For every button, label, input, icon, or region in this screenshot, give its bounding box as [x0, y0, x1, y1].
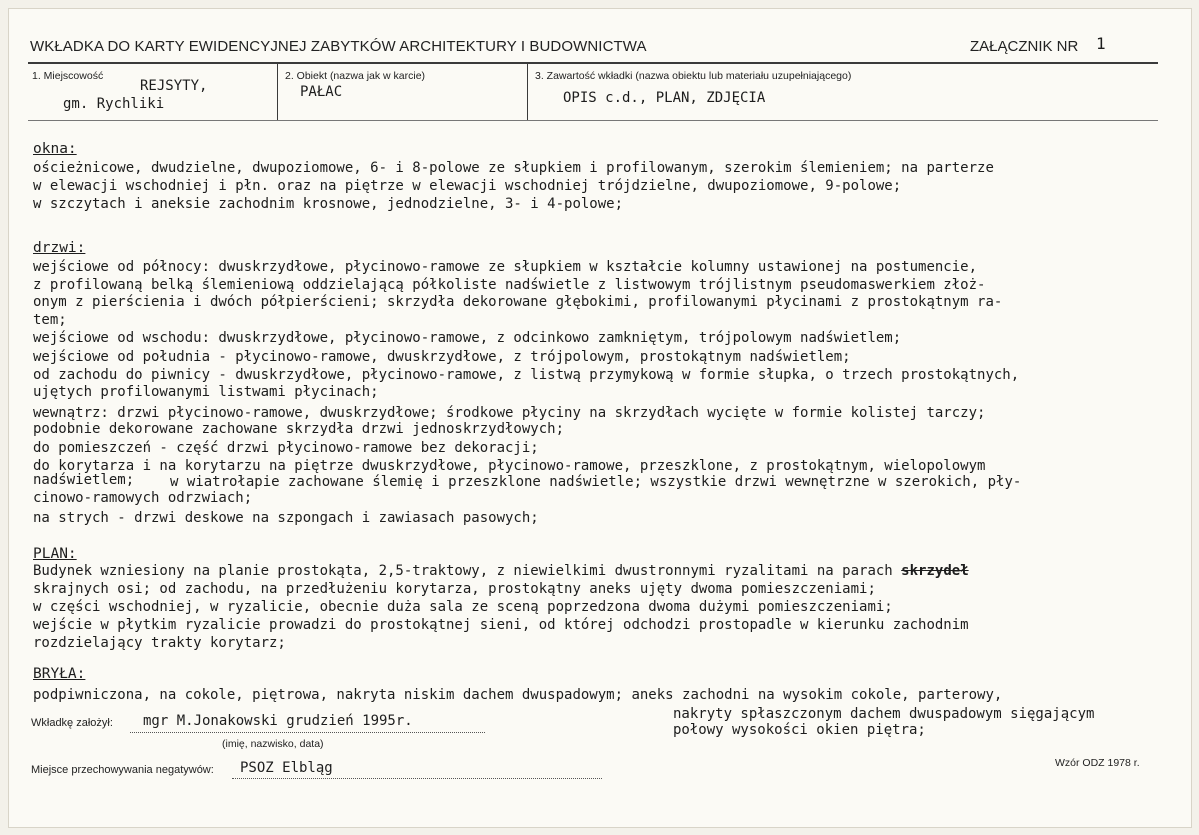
plan-line: wejście w płytkim ryzalicie prowadzi do prostokątnej sieni, od której odchodzi prostopadle w kierunku zachodnim: [33, 617, 969, 633]
drzwi-line: nadświetlem;: [33, 472, 135, 488]
plan-line: w części wschodniej, w ryzalicie, obecnie duża sala ze sceną poprzedzona dwoma dużymi pomieszczeniami;: [33, 599, 893, 615]
drzwi-line: wewnątrz: drzwi płycinowo-ramowe, dwuskrzydłowe; środkowe płyciny na skrzydłach wycięte w formie kolistej tarczy;: [33, 405, 986, 421]
bryla-line: połowy wysokości okien piętra;: [673, 722, 926, 738]
drzwi-line: wejściowe od południa - płycinowo-ramowe, dwuskrzydłowe, z trójpolowym, prostokątnym nadświetlem;: [33, 349, 851, 365]
attachment-number: 1: [1096, 34, 1106, 53]
drzwi-line: onym z pierścienia i dwóch półpierścieni; skrzydła dekorowane głębokimi, profilowanymi płycinami z prostokątnym ra-: [33, 294, 1003, 310]
drzwi-line: wejściowe od wschodu: dwuskrzydłowe, płycinowo-ramowe, z odcinkowo zamkniętym, trójpolowym nadświetlem;: [33, 330, 902, 346]
field-1-value-line2: gm. Rychliki: [63, 96, 165, 112]
field-3-label: 3. Zawartość wkładki (nazwa obiektu lub materiału uzupełniającego): [535, 70, 852, 82]
field-1-value-line1: REJSYTY,: [140, 78, 208, 94]
drzwi-line: od zachodu do piwnicy - dwuskrzydłowe, płycinowo-ramowe, z listwą przymykową w formie słupka, o trzech prostokątnych,: [33, 367, 1020, 383]
okna-line: w szczytach i aneksie zachodnim krosnowe, jednodzielne, 3- i 4-polowe;: [33, 196, 624, 212]
negatives-location-value: PSOZ Elbląg: [240, 760, 333, 776]
attachment-label: ZAŁĄCZNIK NR: [970, 38, 1079, 55]
founder-sublabel: (imię, nazwisko, data): [222, 738, 324, 750]
section-drzwi-heading: drzwi:: [33, 240, 86, 256]
okna-line: ościeżnicowe, dwudzielne, dwupoziomowe, 6- i 8-polowe ze słupkiem i profilowanym, szerokim ślemieniem; na parterze: [33, 160, 994, 176]
drzwi-line: do korytarza i na korytarzu na piętrze dwuskrzydłowe, płycinowo-ramowe, przeszklone, z prostokątnym, wielopolowym: [33, 458, 986, 474]
field-divider-2: [527, 64, 528, 120]
plan-line: rozdzielający trakty korytarz;: [33, 635, 286, 651]
founder-label: Wkładkę założył:: [31, 717, 113, 729]
drzwi-line: na strych - drzwi deskowe na szpongach i zawiasach pasowych;: [33, 510, 539, 526]
fields-rule: [28, 120, 1158, 121]
drzwi-line: tem;: [33, 312, 67, 328]
bryla-line: podpiwniczona, na cokole, piętrowa, nakryta niskim dachem dwuspadowym; aneks zachodni na wysokim cokole, parterowy,: [33, 687, 1003, 703]
negatives-dotted-line: [232, 778, 602, 779]
founder-dotted-line: [130, 732, 485, 733]
drzwi-line: ujętych profilowanymi listwami płycinach;: [33, 384, 379, 400]
founder-value: mgr M.Jonakowski grudzień 1995r.: [143, 713, 413, 729]
section-plan-heading: PLAN:: [33, 546, 77, 562]
okna-line: w elewacji wschodniej i płn. oraz na piętrze w elewacji wschodniej trójdzielne, dwupoziomowe, 9-polowe;: [33, 178, 902, 194]
section-bryla-heading: BRYŁA:: [33, 666, 86, 682]
drzwi-line: w wiatrołapie zachowane ślemię i przeszklone nadświetle; wszystkie drzwi wewnętrzne w szerokich, pły-: [170, 474, 1022, 490]
header-rule: [28, 62, 1158, 64]
field-3-value: OPIS c.d., PLAN, ZDJĘCIA: [563, 90, 766, 106]
negatives-location-label: Miejsce przechowywania negatywów:: [31, 764, 214, 776]
form-template-note: Wzór ODZ 1978 r.: [1055, 757, 1140, 769]
drzwi-line: podobnie dekorowane zachowane skrzydła drzwi jednoskrzydłowych;: [33, 421, 565, 437]
drzwi-line: z profilowaną belką ślemieniową oddzielającą półkoliste nadświetle z listwowym trójlistnym pseudomaswerkiem złoż-: [33, 277, 986, 293]
plan-line: skrajnych osi; od zachodu, na przedłużeniu korytarza, prostokątny aneks ujęty dwoma pomieszczeniami;: [33, 581, 876, 597]
form-title: WKŁADKA DO KARTY EWIDENCYJNEJ ZABYTKÓW ARCHITEKTURY I BUDOWNICTWA: [30, 38, 647, 55]
plan-struck-word: skrzydeł: [901, 563, 969, 579]
field-1-label: 1. Miejscowość: [32, 70, 104, 82]
drzwi-line: do pomieszczeń - część drzwi płycinowo-ramowe bez dekoracji;: [33, 440, 539, 456]
field-divider-1: [277, 64, 278, 120]
plan-line-text: Budynek wzniesiony na planie prostokąta, 2,5-traktowy, z niewielkimi dwustronnymi ryzalitami na parach: [33, 563, 902, 579]
field-2-label: 2. Obiekt (nazwa jak w karcie): [285, 70, 426, 82]
drzwi-line: wejściowe od północy: dwuskrzydłowe, płycinowo-ramowe ze słupkiem w kształcie kolumny ustawionej na postumencie,: [33, 259, 978, 275]
bryla-line: nakryty spłaszczonym dachem dwuspadowym sięgającym: [673, 706, 1095, 722]
field-2-value: PAŁAC: [300, 84, 343, 100]
plan-line: [33, 563, 969, 579]
section-okna-heading: okna:: [33, 141, 77, 157]
drzwi-line: cinowo-ramowych odrzwiach;: [33, 490, 253, 506]
